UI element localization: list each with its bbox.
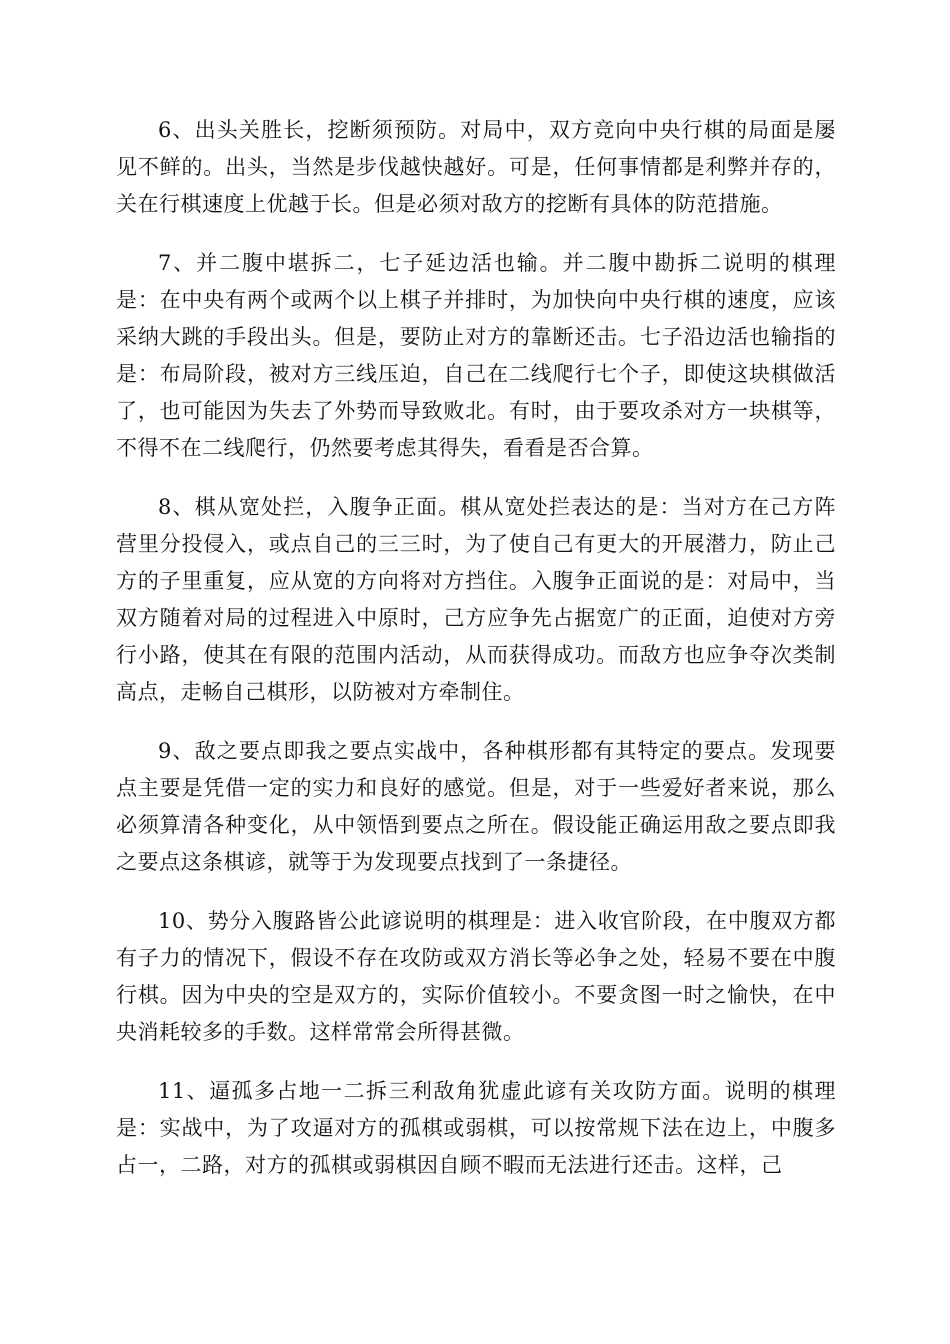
paragraph-proverb-7: 7、并二腹中堪拆二，七子延边活也输。并二腹中勘拆二说明的棋理是：在中央有两个或两个以上棋子并排时，为加快向中央行棋的速度，应该采纳大跳的手段出头。但是，要防止对方的靠断还击。七子沿边活也输指的是：布局阶段，被对方三线压迫，自己在二线爬行七个子，即使这块棋做活了，也可能因为失去了外势而导致败北。有时，由于要攻杀对方一块棋等，不得不在二线爬行，仍然要考虑其得失，看看是否合算。 bbox=[116, 251, 836, 460]
document-body bbox=[116, 112, 836, 1206]
paragraph-proverb-8: 8、棋从宽处拦，入腹争正面。棋从宽处拦表达的是：当对方在己方阵营里分投侵入，或点自己的三三时，为了使自己有更大的开展潜力，防止己方的子里重复，应从宽的方向将对方挡住。入腹争正面说的是：对局中，当双方随着对局的过程进入中原时，己方应争先占据宽广的正面，迫使对方旁行小路，使其在有限的范围内活动，从而获得成功。而敌方也应争夺次类制高点，走畅自己棋形，以防被对方牵制住。 bbox=[116, 495, 836, 704]
paragraph-proverb-6: 6、出头关胜长，挖断须预防。对局中，双方竞向中央行棋的局面是屡见不鲜的。出头，当然是步伐越快越好。可是，任何事情都是利弊并存的，关在行棋速度上优越于长。但是必须对敌方的挖断有具体的防范措施。 bbox=[116, 118, 836, 216]
paragraph-proverb-9: 9、敌之要点即我之要点实战中，各种棋形都有其特定的要点。发现要点主要是凭借一定的实力和良好的感觉。但是，对于一些爱好者来说，那么必须算清各种变化，从中领悟到要点之所在。假设能正确运用敌之要点即我之要点这条棋谚，就等于为发现要点找到了一条捷径。 bbox=[116, 739, 836, 874]
paragraph-proverb-10: 10、势分入腹路皆公此谚说明的棋理是：进入收官阶段，在中腹双方都有子力的情况下，假设不存在攻防或双方消长等必争之处，轻易不要在中腹行棋。因为中央的空是双方的，实际价值较小。不要贪图一时之愉快，在中央消耗较多的手数。这样常常会所得甚微。 bbox=[116, 909, 836, 1044]
paragraph-proverb-11: 11、逼孤多占地一二拆三利敌角犹虚此谚有关攻防方面。说明的棋理是：实战中，为了攻逼对方的孤棋或弱棋，可以按常规下法在边上，中腹多占一，二路，对方的孤棋或弱棋因自顾不暇而无法进行还击。这样，己 bbox=[116, 1079, 836, 1177]
